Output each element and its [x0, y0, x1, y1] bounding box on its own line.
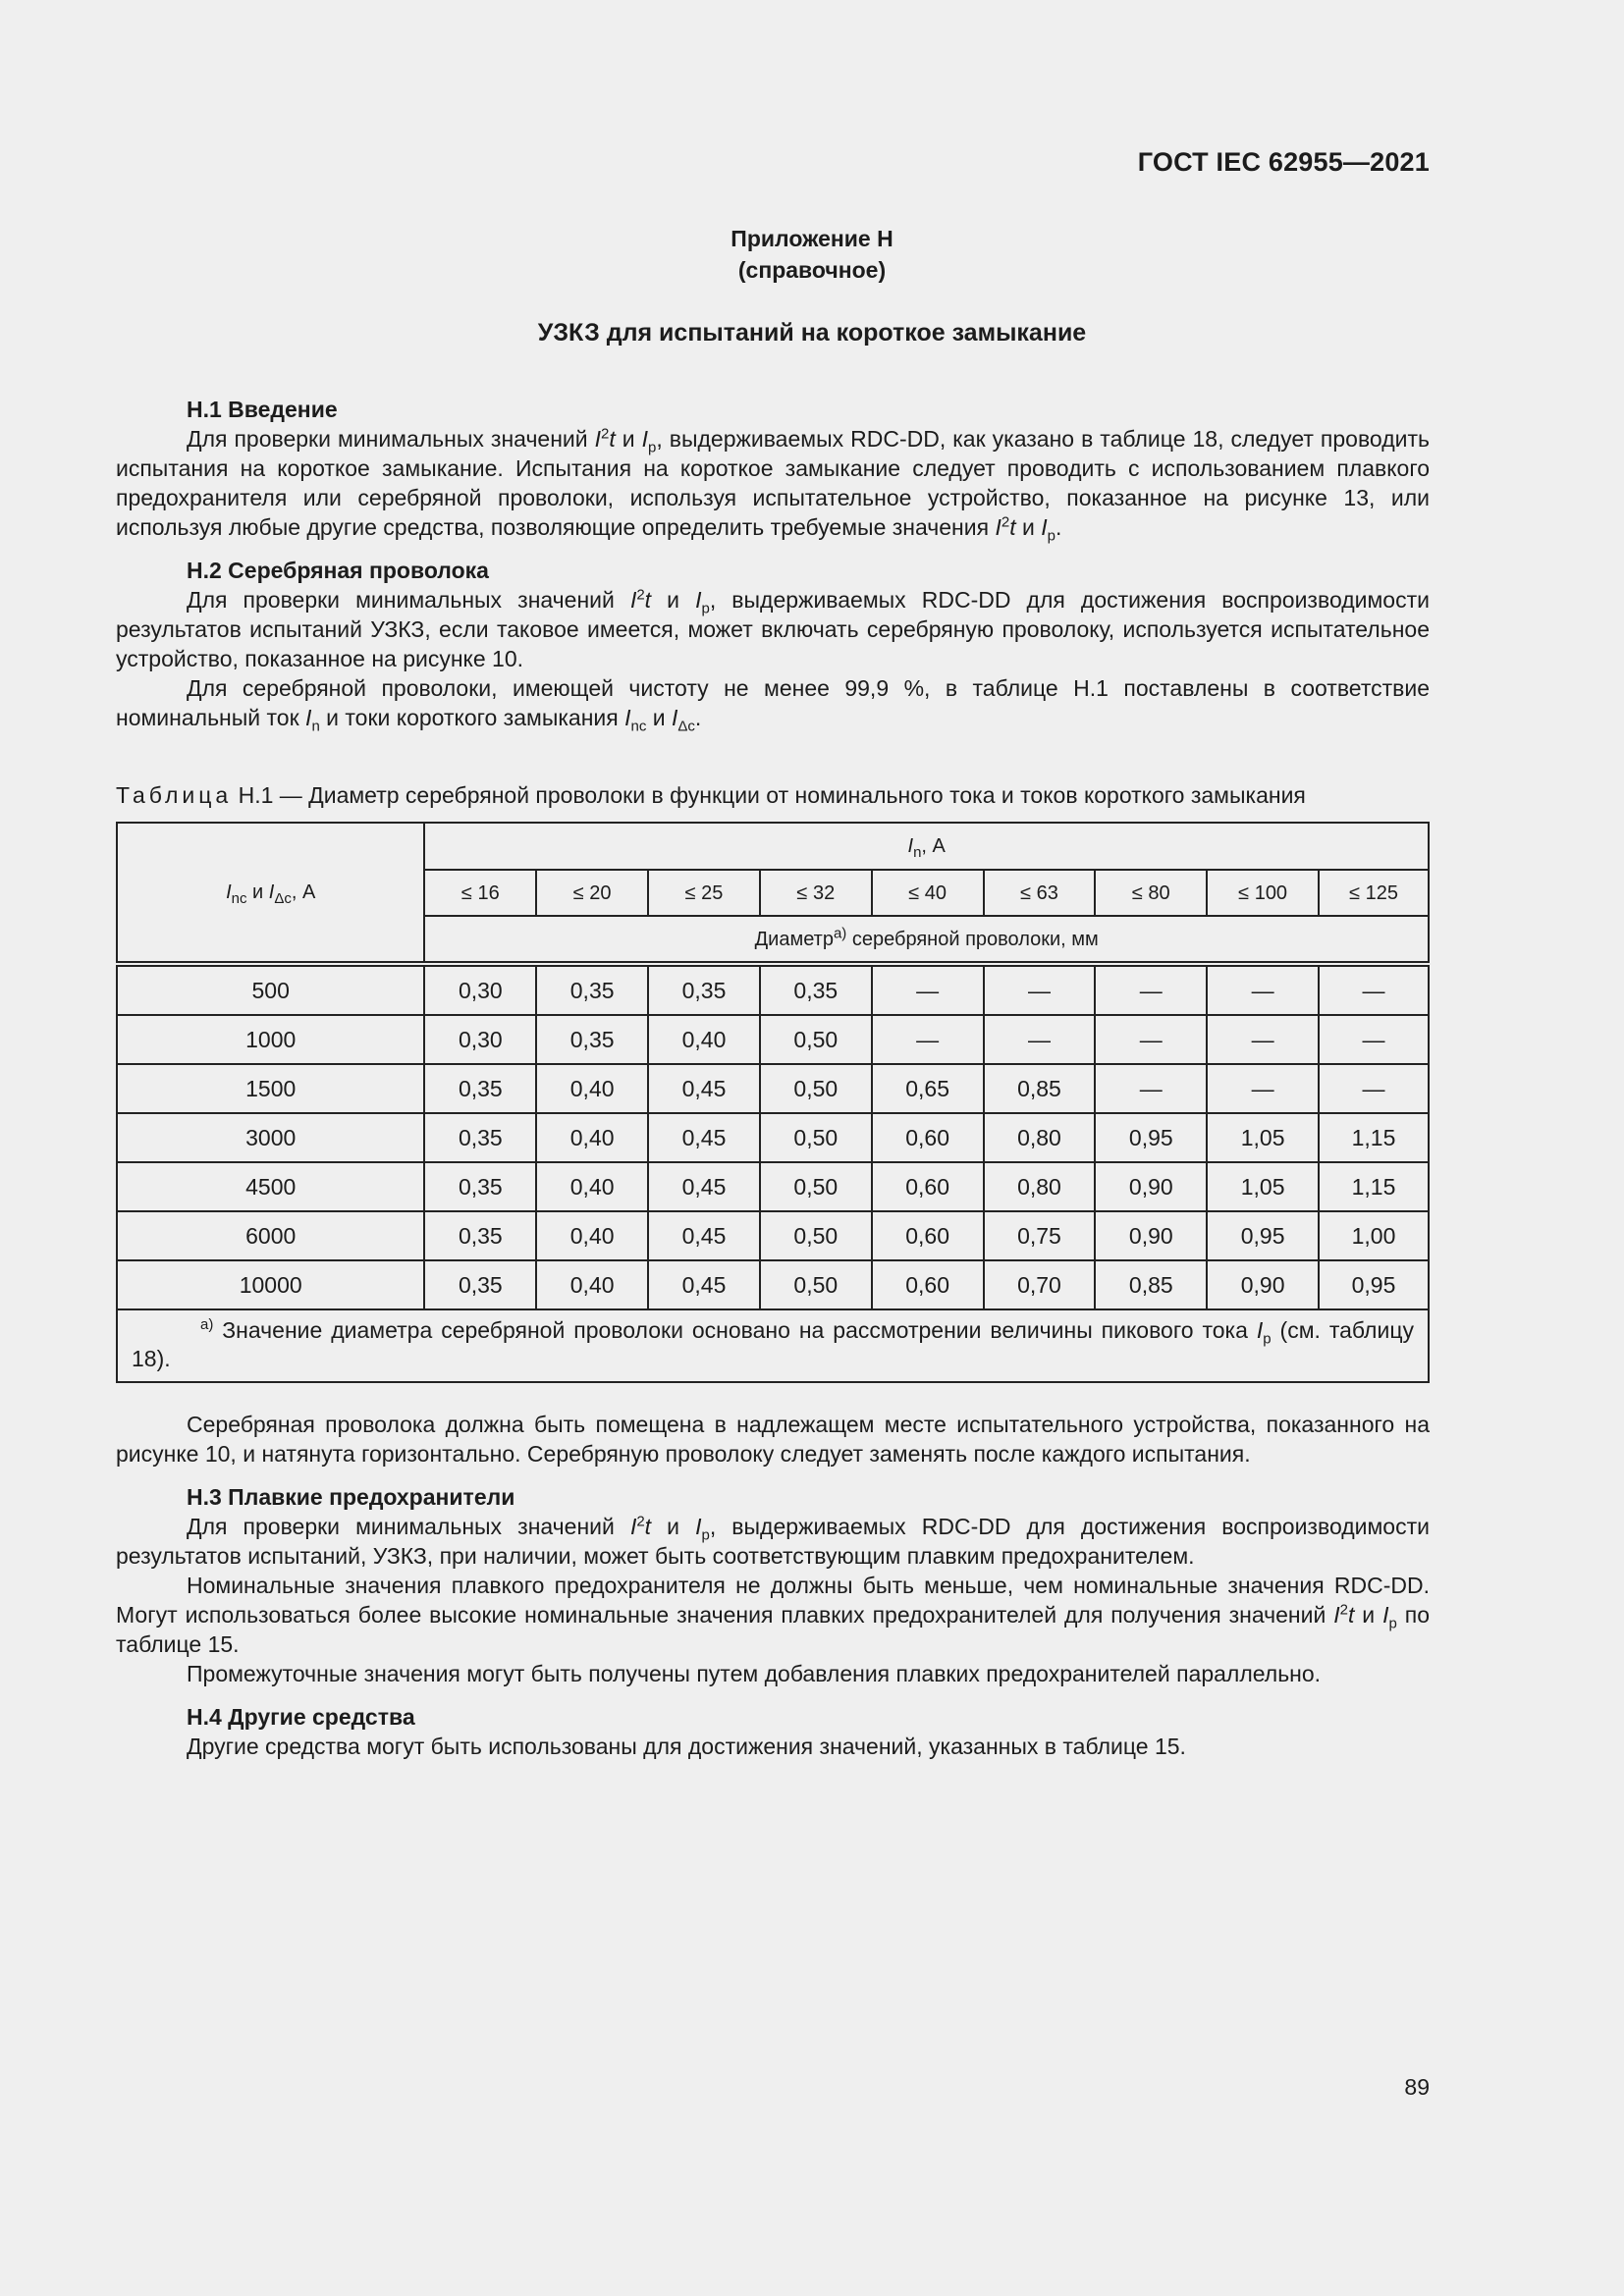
table-cell: 0,50 — [760, 1211, 872, 1260]
table-cell: 0,50 — [760, 1113, 872, 1162]
table-cell: 1,15 — [1319, 1113, 1429, 1162]
table-cell: 0,45 — [648, 1113, 760, 1162]
table-cell: 0,35 — [760, 964, 872, 1015]
table-cell: 0,85 — [984, 1064, 1096, 1113]
table-cell: 1500 — [117, 1064, 424, 1113]
table-cell: — — [872, 964, 984, 1015]
table-cell: 0,80 — [984, 1162, 1096, 1211]
paragraph-h2-1: Для проверки минимальных значений $I^2t$ и $I_p$, выдерживаемых RDC-DD для достижения воспроизводимости результатов испытаний УЗКЗ, если таковое имеется, может включать серебряную проволоку, используется испытательное устройство, показанное на рисунке 10. — [116, 586, 1430, 671]
annex-heading: УЗКЗ для испытаний на короткое замыкание — [537, 319, 1087, 347]
table-cell: 0,45 — [648, 1260, 760, 1309]
table-cell: 0,35 — [648, 964, 760, 1015]
annex-title: Приложение H — [731, 226, 893, 251]
table-cell: 0,30 — [424, 964, 536, 1015]
column-header: ≤ 40 — [872, 870, 984, 916]
table-row — [117, 1162, 1429, 1211]
column-header: ≤ 100 — [1207, 870, 1319, 916]
section-heading-h3: H.3 Плавкие предохранители — [187, 1484, 515, 1510]
table-cell: 10000 — [117, 1260, 424, 1309]
table-cell: 0,50 — [760, 1015, 872, 1064]
table-cell: 0,30 — [424, 1015, 536, 1064]
table-row — [117, 1064, 1429, 1113]
table-cell: 0,35 — [424, 1113, 536, 1162]
table-cell: 0,45 — [648, 1211, 760, 1260]
table-row — [117, 1015, 1429, 1064]
paragraph-h4: Другие средства могут быть использованы для достижения значений, указанных в таблице 15. — [187, 1734, 1186, 1759]
table-cell: 0,60 — [872, 1162, 984, 1211]
table-cell: 0,50 — [760, 1162, 872, 1211]
table-cell: 0,40 — [536, 1113, 648, 1162]
table-cell: 0,85 — [1095, 1260, 1207, 1309]
table-caption: Таблица H.1 — Диаметр серебряной проволоки в функции от номинального тока и токов короткого замыкания — [116, 782, 1306, 808]
column-header: ≤ 80 — [1095, 870, 1207, 916]
table-cell: 0,90 — [1207, 1260, 1319, 1309]
column-group-header: $I_n$, А — [424, 823, 1429, 870]
table-cell: 0,50 — [760, 1260, 872, 1309]
column-header: ≤ 63 — [984, 870, 1096, 916]
table-cell: 0,40 — [536, 1064, 648, 1113]
table-cell: 0,95 — [1319, 1260, 1429, 1309]
table-cell: 0,35 — [424, 1211, 536, 1260]
paragraph-h3-1: Для проверки минимальных значений $I^2t$ и $I_p$, выдерживаемых RDC-DD для достижения воспроизводимости результатов испытаний, УЗКЗ, при наличии, может быть соответствующим плавким предохранителем. — [116, 1513, 1430, 1569]
paragraph-h3-2: Номинальные значения плавкого предохранителя не должны быть меньше, чем номинальные значения RDC-DD. Могут использоваться более высокие номинальные значения плавких предохранителей для получения значений $I^2t$ и $I_p$ по таблице 15. — [116, 1573, 1430, 1657]
table-cell: 0,65 — [872, 1064, 984, 1113]
table-cell: — — [872, 1015, 984, 1064]
table-cell: — — [984, 1015, 1096, 1064]
paragraph-h1: Для проверки минимальных значений $I^2t$ и $I_p$, выдерживаемых RDC-DD, как указано в таблице 18, следует проводить испытания на короткое замыкание. Испытания на короткое замыкание следует проводить с использованием плавкого предохранителя или серебряной проволоки, используя испытательное устройство, показанное на рисунке 13, или используя любые другие средства, позволяющие определить требуемые значения $I^2t$ и $I_p$. — [116, 425, 1430, 545]
table-cell: — — [1095, 964, 1207, 1015]
table-cell: 0,40 — [536, 1211, 648, 1260]
section-heading-h2: H.2 Серебряная проволока — [187, 558, 489, 583]
table-cell: 0,95 — [1207, 1211, 1319, 1260]
table-cell: 500 — [117, 964, 424, 1015]
table-cell: — — [1095, 1064, 1207, 1113]
paragraph-after-table: Серебряная проволока должна быть помещена в надлежащем месте испытательного устройства, показанного на рисунке 10, и натянута горизонтально. Серебряную проволоку следует заменять после каждого испытания. — [116, 1412, 1430, 1467]
column-header: ≤ 32 — [760, 870, 872, 916]
table-cell: 6000 — [117, 1211, 424, 1260]
table-cell: 1,15 — [1319, 1162, 1429, 1211]
table-cell: 0,40 — [648, 1015, 760, 1064]
table-footnote: $^{а)}$ Значение диаметра серебряной проволоки основано на рассмотрении величины пикового тока $I_p$ (см. таблицу 18). — [117, 1309, 1429, 1382]
table-cell: 4500 — [117, 1162, 424, 1211]
table-cell: 0,90 — [1095, 1162, 1207, 1211]
table-cell: 3000 — [117, 1113, 424, 1162]
table-cell: 0,45 — [648, 1162, 760, 1211]
table-cell: — — [1319, 1064, 1429, 1113]
table-cell: — — [1319, 1015, 1429, 1064]
table-cell: 0,70 — [984, 1260, 1096, 1309]
table-cell: 1,05 — [1207, 1162, 1319, 1211]
table-cell: 0,35 — [424, 1162, 536, 1211]
row-header-cell: $I_{nc}$ и $I_{\Delta c}$, А — [117, 823, 424, 964]
table-row — [117, 1113, 1429, 1162]
table-cell: 0,40 — [536, 1260, 648, 1309]
column-header: ≤ 20 — [536, 870, 648, 916]
paragraph-h3-3: Промежуточные значения могут быть получены путем добавления плавких предохранителей параллельно. — [187, 1661, 1322, 1686]
standard-designation: ГОСТ IEC 62955—2021 — [1137, 147, 1430, 177]
table-cell: — — [1095, 1015, 1207, 1064]
table-cell: — — [1207, 1064, 1319, 1113]
column-header: ≤ 125 — [1319, 870, 1429, 916]
table-cell: 0,60 — [872, 1260, 984, 1309]
table-cell: 0,80 — [984, 1113, 1096, 1162]
table-cell: 0,95 — [1095, 1113, 1207, 1162]
diameter-header: Диаметр$^{а)}$ серебряной проволоки, мм — [424, 916, 1429, 964]
table-cell: 0,45 — [648, 1064, 760, 1113]
section-h1-h2 — [116, 395, 1430, 735]
section-heading-h1: H.1 Введение — [187, 397, 338, 422]
table-h1 — [116, 822, 1430, 1383]
table-cell: 1,05 — [1207, 1113, 1319, 1162]
table-row — [117, 1260, 1429, 1309]
table-cell: 1,00 — [1319, 1211, 1429, 1260]
table-cell: — — [1207, 964, 1319, 1015]
table-cell: 0,35 — [424, 1064, 536, 1113]
table-cell: 0,35 — [424, 1260, 536, 1309]
table-cell: — — [1319, 964, 1429, 1015]
table-cell: 0,35 — [536, 964, 648, 1015]
table-cell: — — [984, 964, 1096, 1015]
table-h1-block — [116, 780, 1430, 1383]
table-cell: — — [1207, 1015, 1319, 1064]
paragraph-h2-2: Для серебряной проволоки, имеющей чистоту не менее 99,9 %, в таблице H.1 поставлены в соответствие номинальный ток $I_n$ и токи короткого замыкания $I_{nc}$ и $I_{\Delta c}$. — [116, 675, 1430, 735]
annex-type: (справочное) — [737, 257, 887, 283]
section-h3-h4 — [116, 1410, 1430, 1761]
table-cell: 0,60 — [872, 1211, 984, 1260]
table-cell: 0,40 — [536, 1162, 648, 1211]
table-cell: 0,60 — [872, 1113, 984, 1162]
page-number: 89 — [1404, 2074, 1430, 2100]
table-cell: 0,50 — [760, 1064, 872, 1113]
table-row — [117, 1211, 1429, 1260]
table-cell: 1000 — [117, 1015, 424, 1064]
table-cell: 0,75 — [984, 1211, 1096, 1260]
column-header: ≤ 16 — [424, 870, 536, 916]
column-header: ≤ 25 — [648, 870, 760, 916]
table-row — [117, 964, 1429, 1015]
section-heading-h4: H.4 Другие средства — [187, 1704, 415, 1730]
table-cell: 0,90 — [1095, 1211, 1207, 1260]
table-cell: 0,35 — [536, 1015, 648, 1064]
